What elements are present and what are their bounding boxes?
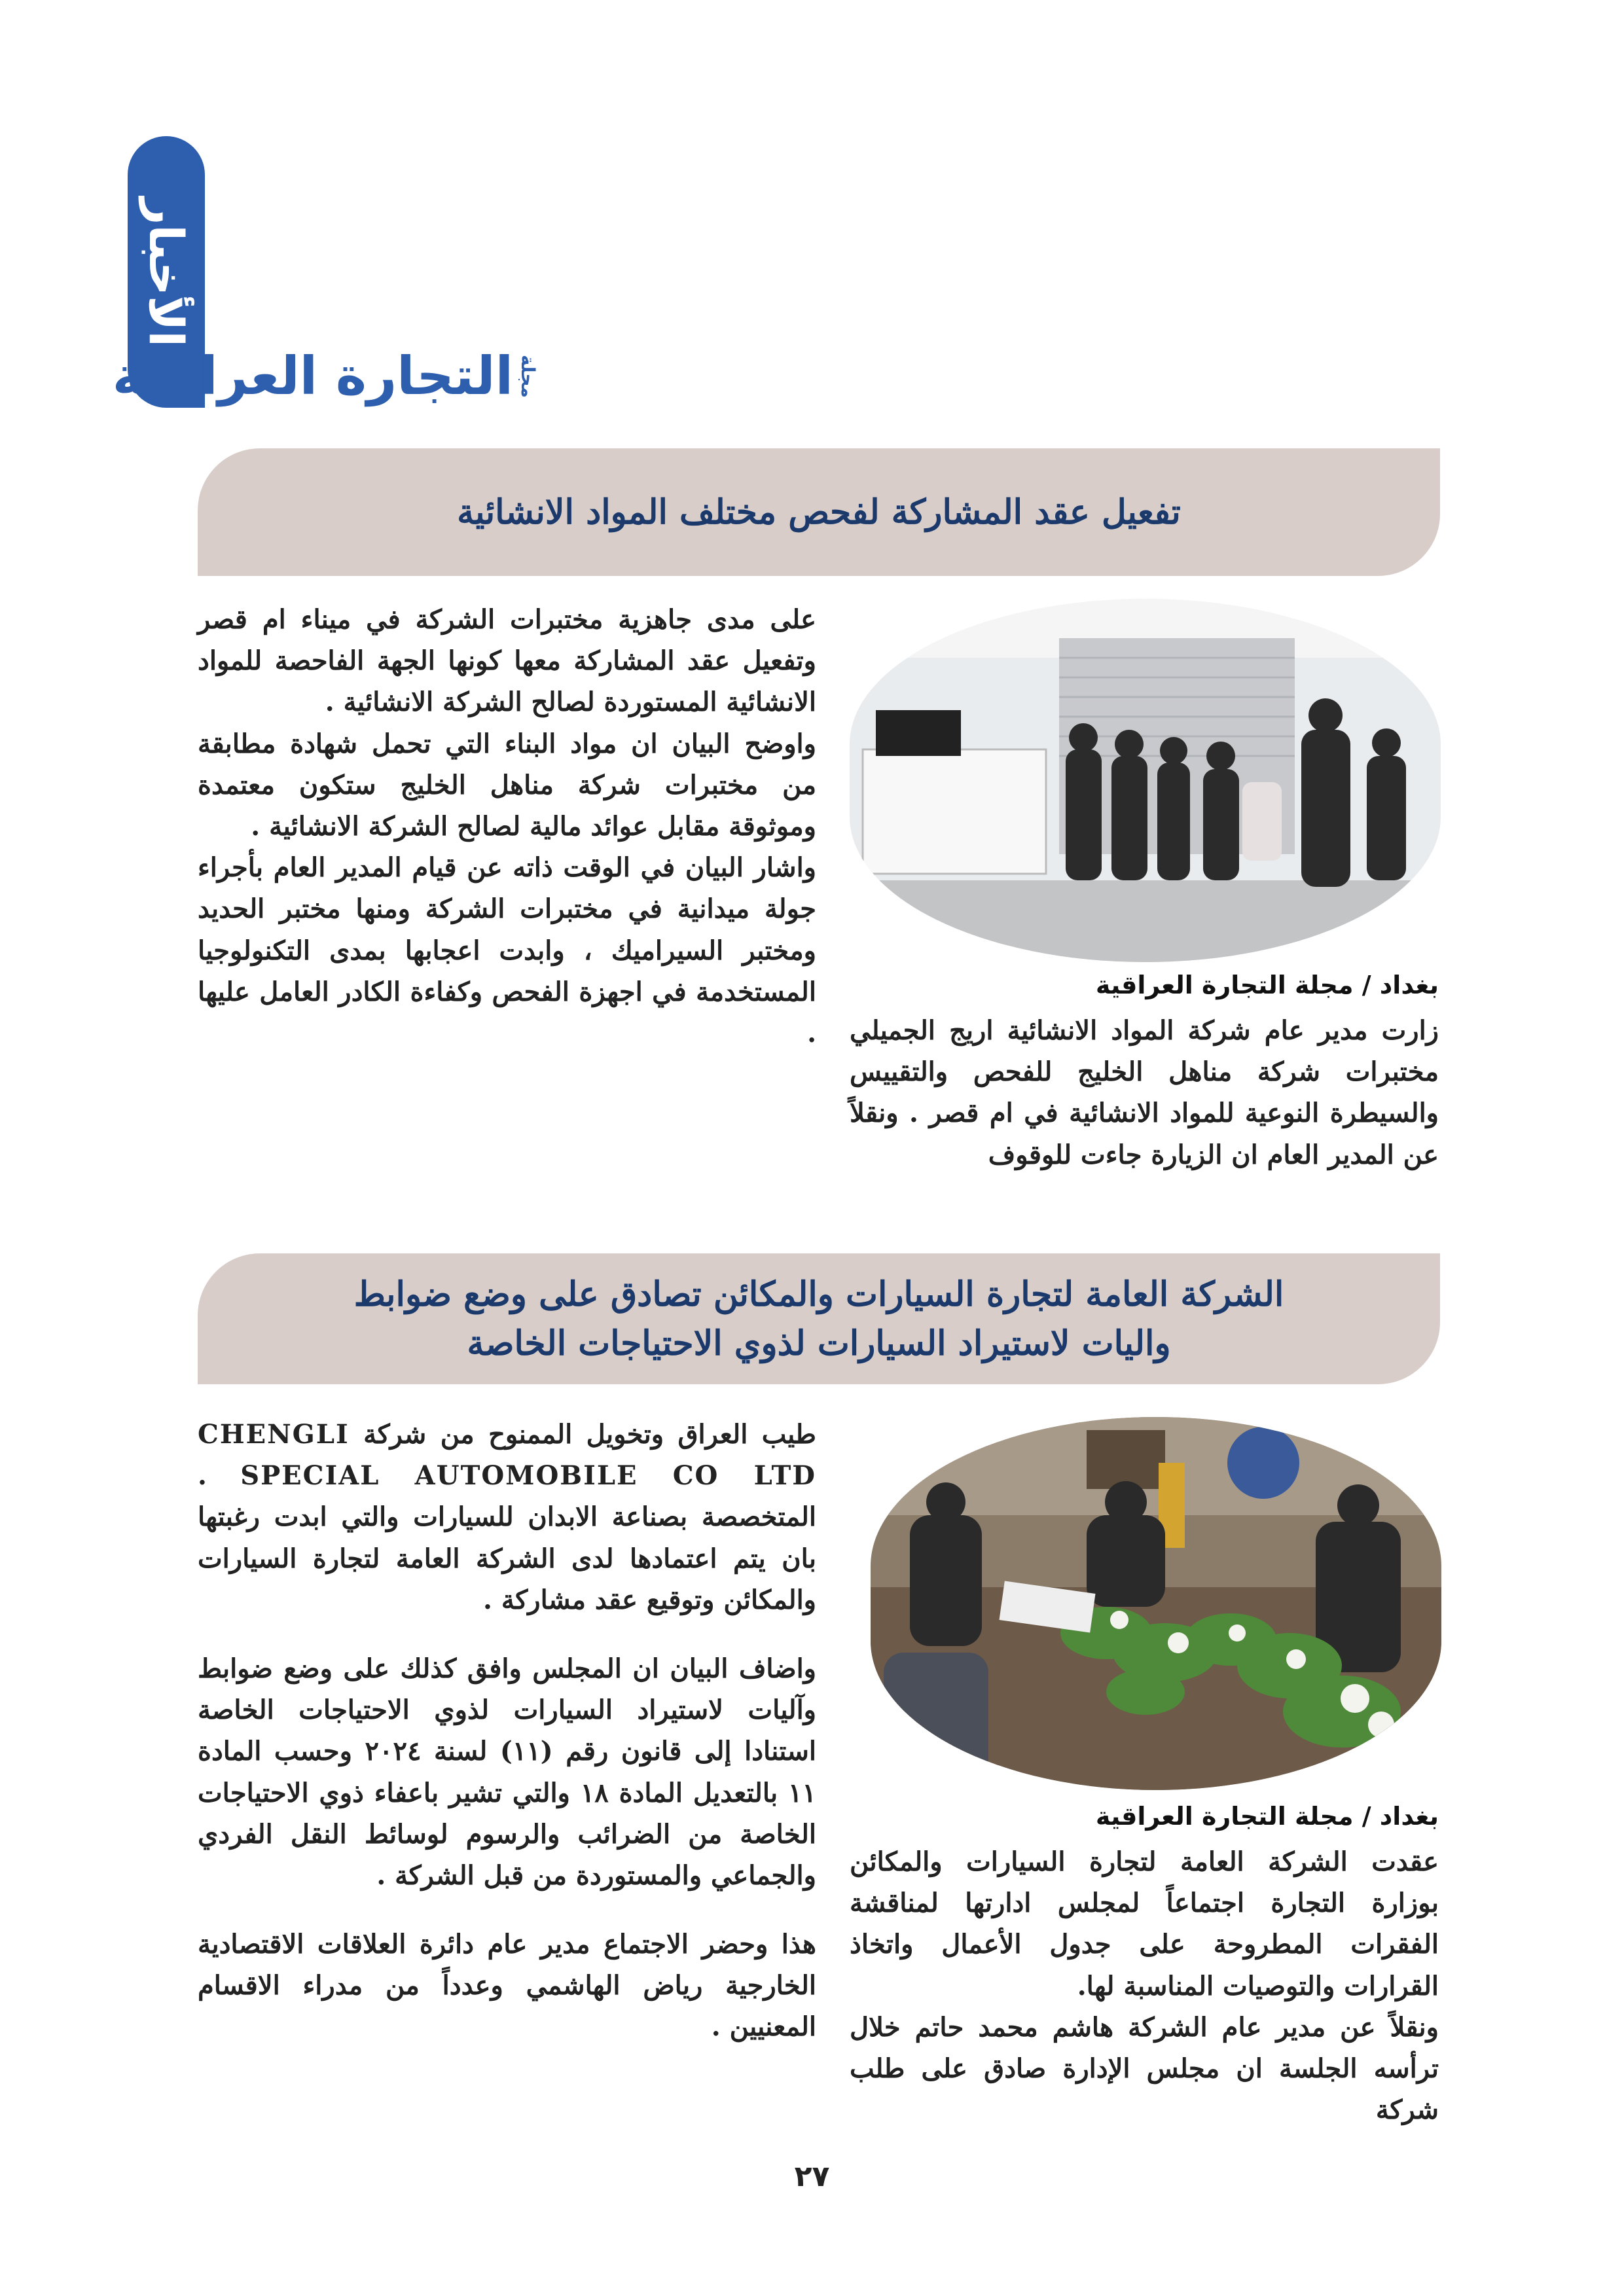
article2-right-paragraph-1: عقدت الشركة العامة لتجارة السيارات والمكائن بوزارة التجارة اجتماعاً لمجلس ادارتها لمناقشة الفقرات المطروحة على جدول الأعمال واتخاذ القرارات والتوصيات المناسبة لها. (850, 1846, 1439, 2001)
magazine-logo (112, 340, 539, 412)
magazine-logo-name: التجارة العراقية (112, 346, 513, 406)
article1-byline: بغداد / مجلة التجارة العراقية (1095, 971, 1439, 999)
article2-left-paragraph-1-post: . المتخصصة بصناعة الابدان للسيارات والتي ابدت رغبتها بان يتم اعتمادها لدى الشركة العامة لتجارة السيارات والمكائن وتوقيع عقد مشاركة . (198, 1460, 817, 1615)
magazine-logo-small: مجلة (517, 355, 539, 398)
article2-left-paragraph-2: واضاف البيان ان المجلس وافق كذلك على وضع ضوابط وآليات لاستيراد السيارات لذوي الاحتياجات الخاصة استنادا إلى قانون رقم (١١) لسنة ٢٠٢٤ وحسب المادة ١١ بالتعديل المادة ١٨ والتي تشير باعفاء ذوي الاحتياجات الخاصة من الضرائب والرسوم لوسائط النقل الفردي والجماعي والمستوردة من قبل الشركة . (198, 1653, 816, 1891)
article2-byline: بغداد / مجلة التجارة العراقية (1095, 1802, 1439, 1831)
article1-left-paragraph-2: واوضح البيان ان مواد البناء التي تحمل شهادة مطابقة من مختبرات شركة مناهل الخليج ستكون معتمدة وموثوقة مقابل عوائد مالية لصالح الشركة الانشائية . (198, 728, 816, 842)
article2-left-paragraph-1-pre: طيب العراق وتخويل الممنوح من شركة (363, 1419, 816, 1450)
article2-company-name: CHENGLI SPECIAL AUTOMOBILE CO LTD (198, 1419, 816, 1492)
article2-left-column (198, 1414, 816, 2048)
article2-photo (871, 1417, 1441, 1790)
article2-headline-bar (198, 1253, 1440, 1384)
article2-right-paragraph-2: ونقلاً عن مدير عام الشركة هاشم محمد حاتم خلال ترأسه الجلسة ان مجلس الإدارة صادق على طلب شركة (850, 2011, 1439, 2126)
article1-left-paragraph-3: واشار البيان في الوقت ذاته عن قيام المدير العام بأجراء جولة ميدانية في مختبرات الشركة ومنها مختبر الحديد ومختبر السيراميك ، وابدت اعجابها بمدى التكنولوجيا المستخدمة في اجهزة الفحص وكفاءة الكادر العامل عليها . (198, 852, 816, 1049)
article1-left-column (198, 599, 816, 1054)
article2-right-column (850, 1797, 1439, 2130)
article1-left-paragraph-1: على مدى جاهزية مختبرات الشركة في ميناء ام قصر وتفعيل عقد المشاركة معها كونها الجهة الفاحصة للمواد الانشائية المستوردة لصالح الشركة الانشائية . (198, 604, 816, 718)
article1-right-column (850, 965, 1439, 1175)
article1-headline-bar (198, 448, 1440, 576)
page-number: ٢٧ (794, 2160, 830, 2193)
section-tab-label: الأخبار (139, 197, 194, 347)
article2-headline-line-2: واليات لاستيراد السيارات لذوي الاحتياجات الخاصة (467, 1323, 1171, 1363)
article1-photo (850, 599, 1441, 962)
article1-right-paragraph: زارت مدير عام شركة المواد الانشائية اريج الجميلي مختبرات شركة مناهل الخليج للفحص والتقييس والسيطرة النوعية للمواد الانشائية في ام قصر . ونقلاً عن المدير العام ان الزيارة جاءت للوقوف (850, 1015, 1439, 1170)
article2-left-paragraph-1 (198, 1414, 816, 1621)
article2-headline (276, 1270, 1363, 1369)
article2-headline-line-1: الشركة العامة لتجارة السيارات والمكائن تصادق على وضع ضوابط (353, 1274, 1284, 1314)
article2-left-paragraph-3: هذا وحضر الاجتماع مدير عام دائرة العلاقات الاقتصادية الخارجية رياض الهاشمي وعدداً من مدراء الاقسام المعنيين . (198, 1929, 816, 2043)
article1-headline: تفعيل عقد المشاركة لفحص مختلف المواد الانشائية (457, 492, 1181, 532)
